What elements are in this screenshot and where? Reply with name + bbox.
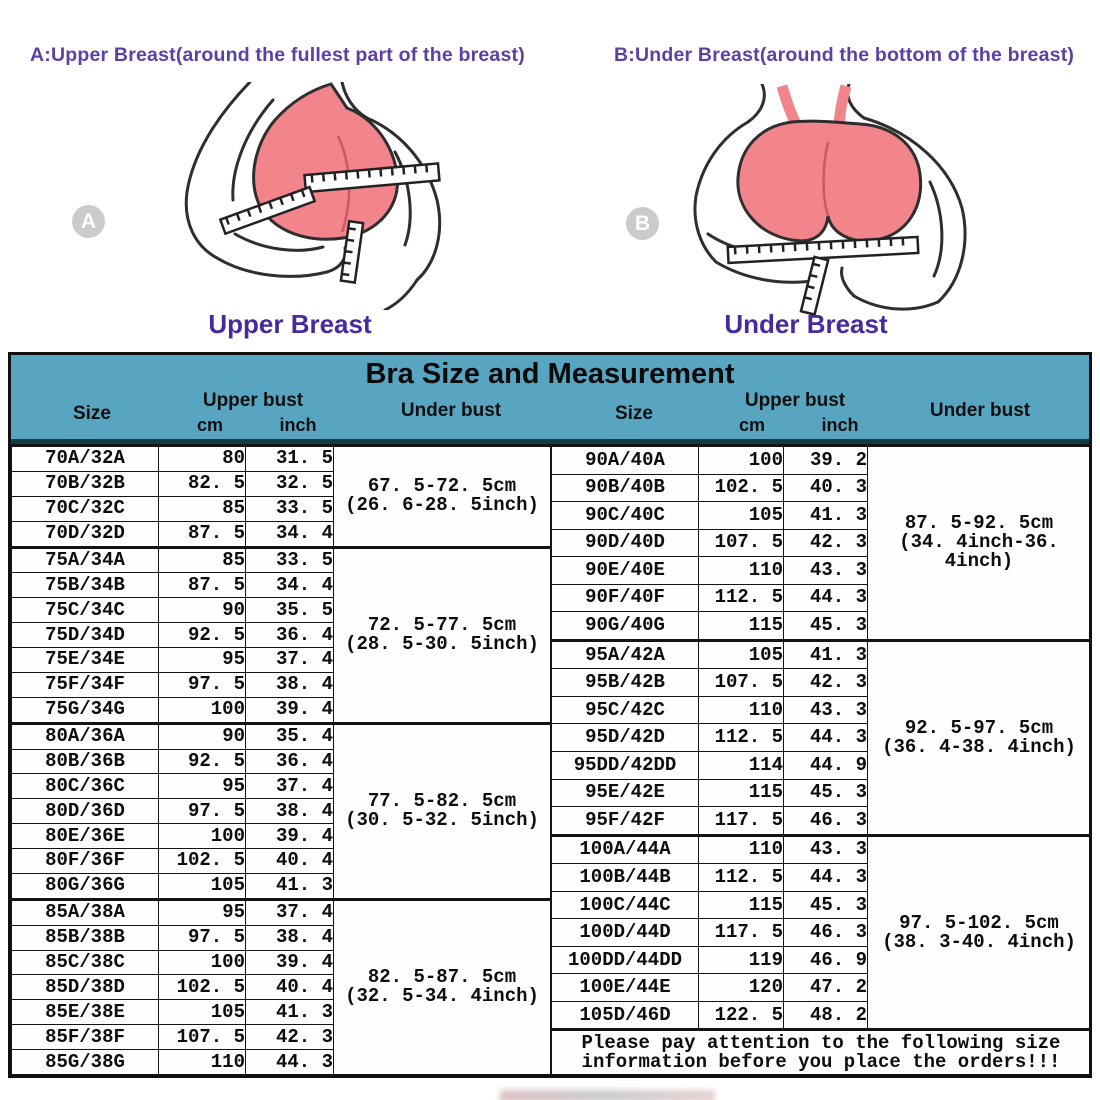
cell-size: 75G/34G (12, 697, 159, 723)
cell-cm: 110 (699, 696, 784, 724)
badge-b: B (626, 207, 659, 240)
caption-upper-breast: Upper Breast (208, 309, 372, 339)
table-body (11, 444, 1089, 1075)
col-under-bust-left: Under bust (400, 400, 502, 421)
cell-inch: 38. 4 (246, 925, 334, 950)
cell-inch: 41. 3 (784, 640, 868, 669)
under-bust-illustration (612, 84, 1012, 324)
cell-size: 95E/42E (552, 779, 699, 807)
cell-cm: 85 (159, 496, 246, 521)
cell-size: 100DD/44DD (552, 946, 699, 974)
cell-inch: 33. 5 (246, 496, 334, 521)
under-bust-range: 67. 5-72. 5cm (26. 6-28. 5inch) (334, 446, 551, 548)
cell-inch: 47. 2 (784, 974, 868, 1002)
under-bust-range: 72. 5-77. 5cm (28. 5-30. 5inch) (334, 547, 551, 723)
cell-cm: 114 (699, 752, 784, 780)
cell-inch: 38. 4 (246, 672, 334, 697)
cell-inch: 41. 3 (246, 1000, 334, 1025)
cell-size: 95F/42F (552, 807, 699, 836)
size-table (8, 352, 1092, 1078)
col-size-right: Size (614, 403, 654, 424)
cell-cm: 95 (159, 648, 246, 673)
cell-inch: 37. 4 (246, 774, 334, 799)
cell-cm: 115 (699, 779, 784, 807)
cell-inch: 34. 4 (246, 521, 334, 547)
col-inch-left: inch (279, 415, 317, 435)
cell-inch: 33. 5 (246, 547, 334, 573)
cell-size: 90G/40G (552, 612, 699, 641)
cell-size: 75B/34B (12, 573, 159, 598)
col-upper-bust-left: Upper bust (202, 390, 304, 411)
cell-cm: 87. 5 (159, 521, 246, 547)
cell-inch: 36. 4 (246, 749, 334, 774)
under-bust-range: 97. 5-102. 5cm (38. 3-40. 4inch) (868, 835, 1091, 1030)
cell-size: 80D/36D (12, 799, 159, 824)
cell-cm: 112. 5 (699, 864, 784, 892)
caption-under-breast: Under Breast (724, 309, 888, 339)
cell-size: 100A/44A (552, 835, 699, 864)
cell-size: 95DD/42DD (552, 752, 699, 780)
size-table-right (551, 444, 1091, 1075)
cell-size: 75A/34A (12, 547, 159, 573)
cell-inch: 32. 5 (246, 471, 334, 496)
cell-cm: 115 (699, 891, 784, 919)
cell-cm: 117. 5 (699, 807, 784, 836)
cell-size: 85G/38G (12, 1050, 159, 1075)
cell-size: 85C/38C (12, 950, 159, 975)
col-upper-bust-right: Upper bust (744, 390, 846, 411)
cell-size: 70A/32A (12, 446, 159, 472)
cell-size: 75E/34E (12, 648, 159, 673)
cell-cm: 92. 5 (159, 623, 246, 648)
cell-size: 105D/46D (552, 1001, 699, 1030)
cell-inch: 34. 4 (246, 573, 334, 598)
col-under-bust-right: Under bust (929, 400, 1031, 421)
badge-a: A (72, 205, 105, 238)
cell-cm: 95 (159, 899, 246, 925)
cell-inch: 41. 3 (246, 873, 334, 899)
cell-cm: 110 (699, 557, 784, 585)
cell-cm: 115 (699, 612, 784, 641)
cell-inch: 45. 3 (784, 891, 868, 919)
cell-inch: 44. 3 (246, 1050, 334, 1075)
cell-inch: 44. 9 (784, 752, 868, 780)
cell-size: 85F/38F (12, 1025, 159, 1050)
measuring-tape-b (728, 237, 919, 315)
col-cm-right: cm (738, 415, 766, 435)
cell-size: 80F/36F (12, 849, 159, 874)
cell-size: 100C/44C (552, 891, 699, 919)
cell-size: 85B/38B (12, 925, 159, 950)
size-table-left (11, 444, 551, 1075)
cell-inch: 42. 3 (784, 669, 868, 697)
cell-inch: 45. 3 (784, 612, 868, 641)
cell-cm: 82. 5 (159, 471, 246, 496)
measure-instruction-b: B:Under Breast(around the bottom of the breast) (614, 44, 1075, 66)
cell-inch: 46. 3 (784, 919, 868, 947)
cell-size: 95D/42D (552, 724, 699, 752)
cell-size: 80G/36G (12, 873, 159, 899)
cell-cm: 119 (699, 946, 784, 974)
size-row (12, 723, 551, 749)
cell-inch: 48. 2 (784, 1001, 868, 1030)
cell-size: 75D/34D (12, 623, 159, 648)
cell-size: 90B/40B (552, 474, 699, 502)
size-row (12, 547, 551, 573)
cell-size: 90E/40E (552, 557, 699, 585)
size-row (552, 640, 1091, 669)
cell-inch: 38. 4 (246, 799, 334, 824)
cell-inch: 39. 4 (246, 824, 334, 849)
size-row (12, 899, 551, 925)
cell-size: 90C/40C (552, 502, 699, 530)
cell-cm: 105 (159, 1000, 246, 1025)
cell-size: 75F/34F (12, 672, 159, 697)
cell-size: 95C/42C (552, 696, 699, 724)
cell-inch: 39. 4 (246, 950, 334, 975)
cell-size: 90D/40D (552, 529, 699, 557)
size-row (552, 446, 1091, 475)
cell-inch: 37. 4 (246, 899, 334, 925)
cell-cm: 90 (159, 723, 246, 749)
cell-size: 100D/44D (552, 919, 699, 947)
cell-cm: 97. 5 (159, 672, 246, 697)
cell-inch: 46. 3 (784, 807, 868, 836)
cell-cm: 100 (699, 446, 784, 475)
cell-cm: 110 (159, 1050, 246, 1075)
cell-inch: 40. 4 (246, 849, 334, 874)
cell-cm: 102. 5 (699, 474, 784, 502)
cell-cm: 100 (159, 697, 246, 723)
cell-cm: 107. 5 (699, 669, 784, 697)
cell-cm: 112. 5 (699, 584, 784, 612)
cell-cm: 107. 5 (699, 529, 784, 557)
cell-cm: 80 (159, 446, 246, 472)
col-cm-left: cm (196, 415, 224, 435)
cell-inch: 31. 5 (246, 446, 334, 472)
cell-cm: 105 (699, 640, 784, 669)
cell-inch: 45. 3 (784, 779, 868, 807)
cell-cm: 90 (159, 598, 246, 623)
cell-cm: 92. 5 (159, 749, 246, 774)
cropped-bottom-text (500, 1090, 715, 1100)
cell-inch: 44. 3 (784, 864, 868, 892)
cell-inch: 46. 9 (784, 946, 868, 974)
cell-cm: 105 (699, 502, 784, 530)
cell-inch: 44. 3 (784, 584, 868, 612)
cell-size: 90A/40A (552, 446, 699, 475)
cell-cm: 110 (699, 835, 784, 864)
cell-inch: 40. 4 (246, 975, 334, 1000)
cell-cm: 85 (159, 547, 246, 573)
cell-inch: 42. 3 (784, 529, 868, 557)
cell-cm: 105 (159, 873, 246, 899)
cell-inch: 40. 3 (784, 474, 868, 502)
cell-inch: 37. 4 (246, 648, 334, 673)
cell-cm: 97. 5 (159, 925, 246, 950)
cell-cm: 95 (159, 774, 246, 799)
cell-inch: 39. 2 (784, 446, 868, 475)
cell-size: 85A/38A (12, 899, 159, 925)
cell-size: 100E/44E (552, 974, 699, 1002)
cell-inch: 35. 5 (246, 598, 334, 623)
cell-size: 100B/44B (552, 864, 699, 892)
measure-instruction-a: A:Upper Breast(around the fullest part of the breast) (30, 44, 525, 66)
under-bust-range: 77. 5-82. 5cm (30. 5-32. 5inch) (334, 723, 551, 899)
col-inch-right: inch (821, 415, 859, 435)
under-bust-range: 82. 5-87. 5cm (32. 5-34. 4inch) (334, 899, 551, 1074)
cell-inch: 36. 4 (246, 623, 334, 648)
cell-size: 95B/42B (552, 669, 699, 697)
col-size-left: Size (72, 403, 112, 424)
under-bust-range: 92. 5-97. 5cm (36. 4-38. 4inch) (868, 640, 1091, 835)
cell-size: 85E/38E (12, 1000, 159, 1025)
cell-cm: 87. 5 (159, 573, 246, 598)
cell-size: 75C/34C (12, 598, 159, 623)
cell-inch: 43. 3 (784, 835, 868, 864)
cell-cm: 97. 5 (159, 799, 246, 824)
cell-cm: 120 (699, 974, 784, 1002)
cell-size: 95A/42A (552, 640, 699, 669)
cell-cm: 107. 5 (159, 1025, 246, 1050)
cell-inch: 42. 3 (246, 1025, 334, 1050)
cell-inch: 39. 4 (246, 697, 334, 723)
cell-cm: 122. 5 (699, 1001, 784, 1030)
cell-size: 80C/36C (12, 774, 159, 799)
table-title: Bra Size and Measurement (365, 358, 735, 390)
notice-row (552, 1030, 1091, 1075)
size-row (552, 835, 1091, 864)
cell-cm: 102. 5 (159, 975, 246, 1000)
size-row (12, 446, 551, 472)
cell-inch: 43. 3 (784, 696, 868, 724)
cell-inch: 44. 3 (784, 724, 868, 752)
cell-inch: 35. 4 (246, 723, 334, 749)
cell-cm: 100 (159, 824, 246, 849)
cell-size: 70C/32C (12, 496, 159, 521)
attention-notice: Please pay attention to the following size information before you place the orders!!! (552, 1030, 1091, 1075)
cell-size: 80A/36A (12, 723, 159, 749)
cell-cm: 112. 5 (699, 724, 784, 752)
cell-cm: 100 (159, 950, 246, 975)
cell-size: 90F/40F (552, 584, 699, 612)
cell-size: 80B/36B (12, 749, 159, 774)
cell-size: 70D/32D (12, 521, 159, 547)
bra-b (738, 86, 921, 241)
cell-size: 70B/32B (12, 471, 159, 496)
cell-cm: 102. 5 (159, 849, 246, 874)
cell-inch: 41. 3 (784, 502, 868, 530)
under-bust-range: 87. 5-92. 5cm (34. 4inch-36. 4inch) (868, 446, 1091, 641)
cell-cm: 117. 5 (699, 919, 784, 947)
cell-inch: 43. 3 (784, 557, 868, 585)
upper-bust-illustration (95, 82, 495, 310)
cell-size: 80E/36E (12, 824, 159, 849)
table-header (11, 355, 1089, 444)
cell-size: 85D/38D (12, 975, 159, 1000)
